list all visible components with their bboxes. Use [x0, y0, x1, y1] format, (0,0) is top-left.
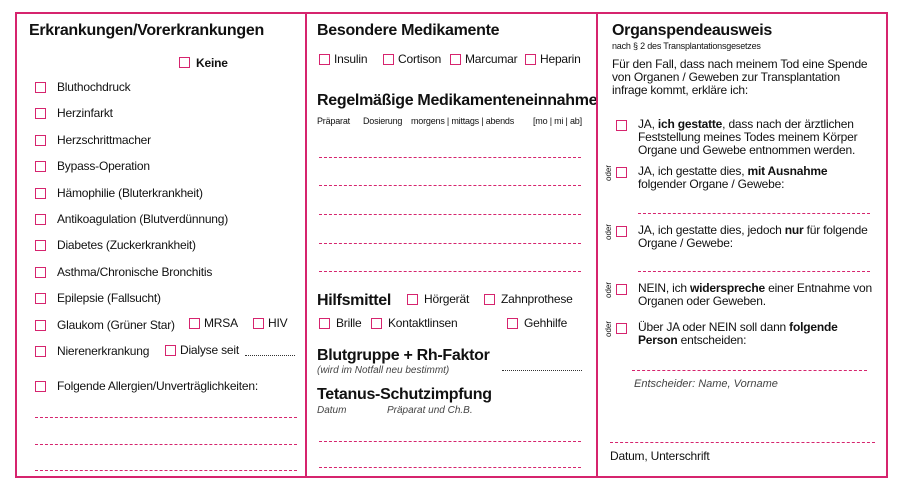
oder-label: oder	[604, 164, 613, 181]
disease-label: Glaukom (Grüner Star)	[57, 317, 175, 332]
allergies-line[interactable]	[35, 470, 297, 471]
donor-option-text: JA, ich gestatte dies, jedoch nur für folgende Organe / Gewebe:	[638, 223, 868, 250]
diseases-title: Erkrankungen/Vorerkrankungen	[29, 22, 264, 39]
col-praeparat: Präparat	[317, 116, 350, 126]
none-checkbox[interactable]	[179, 57, 190, 68]
regular-medication-title: Regelmäßige Medikamenteneinnahme	[317, 92, 598, 109]
col-times: morgens | mittags | abends	[411, 116, 515, 126]
disease-checkbox[interactable]	[35, 161, 46, 172]
mrsa-checkbox[interactable]	[189, 318, 200, 329]
disease-label: Diabetes (Zuckerkrankheit)	[57, 238, 196, 253]
medication-checkbox[interactable]	[525, 54, 536, 65]
donor-intro: Für den Fall, dass nach meinem Tod eine Spende von Organen / Geweben zur Transplantation infrage kommt, erkläre ich:	[612, 57, 868, 97]
tetanus-title: Tetanus-Schutzimpfung	[317, 386, 492, 403]
mrsa-label: MRSA	[204, 316, 238, 330]
medication-label: Insulin	[334, 52, 368, 66]
disease-label: Asthma/Chronische Bronchitis	[57, 264, 213, 279]
medication-checkbox[interactable]	[383, 54, 394, 65]
medication-label: Marcumar	[465, 52, 518, 66]
blood-type-line[interactable]	[502, 370, 582, 371]
oder-label: oder	[604, 320, 613, 337]
medication-title: Besondere Medikamente	[317, 22, 500, 39]
disease-checkbox[interactable]	[35, 188, 46, 199]
allergies-line[interactable]	[35, 444, 297, 445]
donor-option-text: JA, ich gestatte, dass nach der ärztlichen Feststellung meines Todes meinem Körper Organe und Gewebe entnommen werden.	[638, 117, 858, 157]
donor-option-text: JA, ich gestatte dies, mit Ausnahme folgender Organe / Gewebe:	[638, 164, 828, 191]
only-line[interactable]	[638, 271, 870, 272]
allergies-checkbox[interactable]	[35, 381, 46, 392]
aid-label: Hörgerät	[424, 292, 470, 306]
col-dosierung: Dosierung	[363, 116, 403, 126]
hiv-checkbox[interactable]	[253, 318, 264, 329]
aids-title: Hilfsmittel	[317, 292, 392, 309]
disease-checkbox[interactable]	[35, 214, 46, 225]
disease-label: Antikoagulation (Blutverdünnung)	[57, 212, 229, 226]
aid-checkbox[interactable]	[319, 318, 330, 329]
oder-label: oder	[604, 223, 613, 240]
aid-label: Gehhilfe	[524, 316, 568, 330]
medication-panel	[305, 12, 598, 478]
medication-line[interactable]	[319, 185, 581, 186]
donor-subtitle: nach § 2 des Transplantationsgesetzes	[612, 41, 761, 51]
dialyse-line[interactable]	[245, 355, 295, 356]
disease-label: Epilepsie (Fallsucht)	[57, 291, 161, 306]
exception-line[interactable]	[638, 213, 870, 214]
aid-label: Brille	[336, 316, 362, 330]
organ-donor-panel	[596, 12, 888, 478]
medication-line[interactable]	[319, 271, 581, 272]
disease-label: Herzschrittmacher	[57, 132, 151, 147]
disease-label: Bypass-Operation	[57, 159, 150, 174]
aid-checkbox[interactable]	[507, 318, 518, 329]
aid-label: Zahnprothese	[501, 292, 573, 306]
signature-line[interactable]	[610, 442, 875, 443]
medication-checkbox[interactable]	[319, 54, 330, 65]
disease-checkbox[interactable]	[35, 135, 46, 146]
disease-label: Hämophilie (Bluterkrankheit)	[57, 185, 203, 200]
medication-label: Cortison	[398, 52, 442, 66]
disease-checkbox[interactable]	[35, 320, 46, 331]
tetanus-line[interactable]	[319, 467, 581, 468]
donor-option-text: NEIN, ich widerspreche einer Entnahme von Organen oder Geweben.	[638, 281, 872, 308]
disease-label: Nierenerkrankung	[57, 343, 150, 358]
oder-label: oder	[604, 281, 613, 298]
disease-checkbox[interactable]	[35, 108, 46, 119]
donor-option-checkbox[interactable]	[616, 323, 627, 334]
medication-line[interactable]	[319, 214, 581, 215]
disease-label: Herzinfarkt	[57, 106, 113, 121]
aid-checkbox[interactable]	[484, 294, 495, 305]
tetanus-prep-label: Präparat und Ch.B.	[387, 405, 473, 416]
medication-line[interactable]	[319, 157, 581, 158]
donor-title: Organspendeausweis	[612, 22, 772, 39]
disease-checkbox[interactable]	[35, 293, 46, 304]
decider-line[interactable]	[632, 370, 867, 371]
donor-option-checkbox[interactable]	[616, 167, 627, 178]
disease-checkbox[interactable]	[35, 82, 46, 93]
disease-checkbox[interactable]	[35, 346, 46, 357]
aid-checkbox[interactable]	[407, 294, 418, 305]
tetanus-line[interactable]	[319, 441, 581, 442]
aid-checkbox[interactable]	[371, 318, 382, 329]
tetanus-date-label: Datum	[317, 405, 347, 416]
medication-line[interactable]	[319, 243, 581, 244]
dialyse-label: Dialyse seit	[180, 343, 239, 357]
blood-note: (wird im Notfall neu bestimmt)	[317, 365, 450, 376]
blood-type-title: Blutgruppe + Rh-Faktor	[317, 347, 490, 364]
signature-label: Datum, Unterschrift	[610, 449, 710, 463]
decider-label: Entscheider: Name, Vorname	[634, 378, 778, 390]
donor-option-checkbox[interactable]	[616, 226, 627, 237]
diseases-panel	[15, 12, 307, 478]
disease-checkbox[interactable]	[35, 267, 46, 278]
allergies-line[interactable]	[35, 417, 297, 418]
medication-checkbox[interactable]	[450, 54, 461, 65]
donor-option-checkbox[interactable]	[616, 284, 627, 295]
col-short: [mo | mi | ab]	[533, 116, 582, 126]
aid-label: Kontaktlinsen	[388, 316, 458, 330]
disease-checkbox[interactable]	[35, 240, 46, 251]
donor-option-text: Über JA oder NEIN soll dann folgende Person entscheiden:	[638, 320, 838, 347]
allergies-label: Folgende Allergien/Unverträglichkeiten:	[57, 379, 258, 393]
none-label: Keine	[196, 56, 228, 70]
medication-label: Heparin	[540, 52, 581, 66]
dialyse-checkbox[interactable]	[165, 345, 176, 356]
disease-label: Bluthochdruck	[57, 80, 131, 94]
hiv-label: HIV	[268, 316, 288, 330]
donor-option-checkbox[interactable]	[616, 120, 627, 131]
